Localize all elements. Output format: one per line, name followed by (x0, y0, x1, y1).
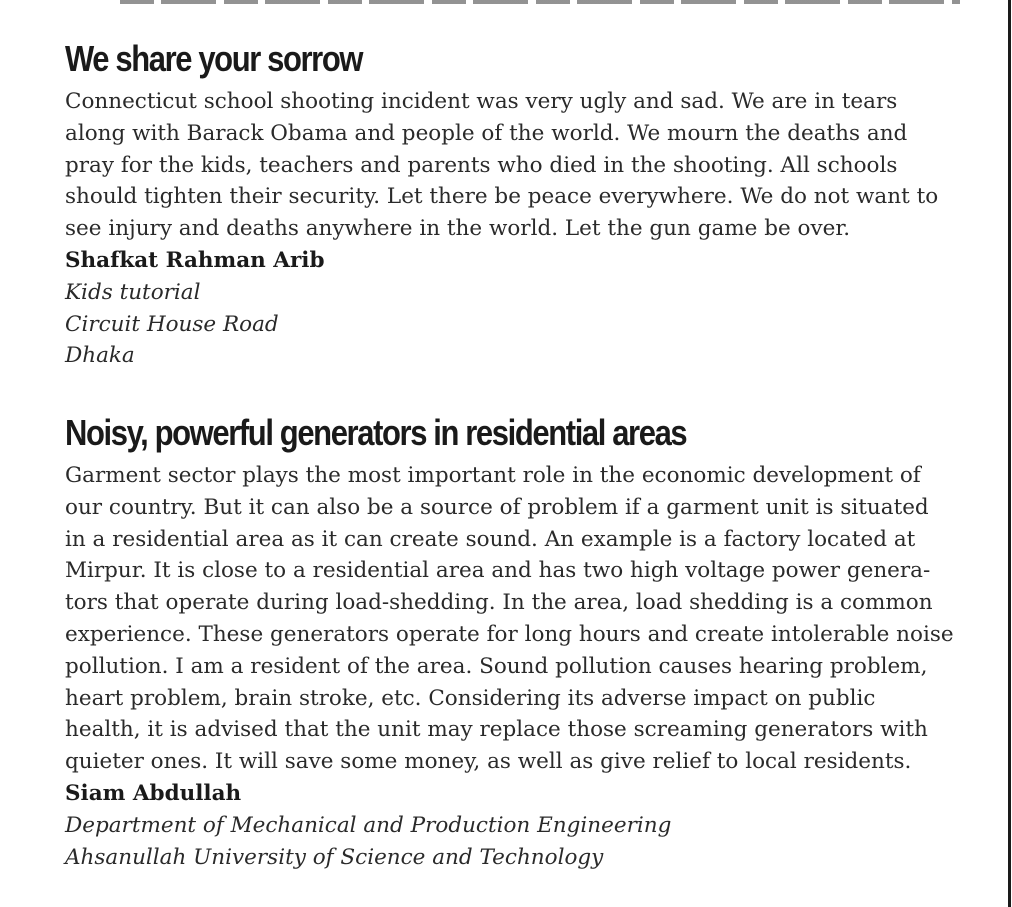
author-affiliation-line: Circuit House Road (65, 311, 279, 337)
body-line: tors that operate during load-shedding. In the area, load shedding is a common (65, 590, 933, 616)
letter-noisy-generators (65, 408, 965, 873)
letter-we-share-your-sorrow (65, 34, 965, 372)
letter-body (65, 86, 965, 245)
letter-body (65, 460, 965, 778)
body-line: our country. But it can also be a source of problem if a garment unit is situated (65, 494, 929, 520)
body-line: see injury and deaths anywhere in the world. Let the gun game be over. (65, 216, 851, 242)
body-line: pray for the kids, teachers and parents who died in the shooting. All schools (65, 152, 898, 178)
body-line: quieter ones. It will save some money, as well as give relief to local residents. (65, 749, 912, 775)
body-line: heart problem, brain stroke, etc. Considering its adverse impact on public (65, 685, 876, 711)
body-line: along with Barack Obama and people of the world. We mourn the deaths and (65, 120, 908, 146)
column-rule (1008, 0, 1011, 907)
letter-headline: Noisy, powerful generators in residential areas (65, 412, 687, 453)
body-line: should tighten their security. Let there be peace everywhere. We do not want to (65, 184, 939, 210)
author-affiliation-line: Department of Mechanical and Production Engineering (65, 812, 672, 838)
body-line: Mirpur. It is close to a residential area and has two high voltage power genera- (65, 558, 931, 584)
body-line: in a residential area as it can create sound. An example is a factory located at (65, 526, 916, 552)
author-affiliation-line: Ahsanullah University of Science and Technology (65, 844, 604, 870)
body-line: pollution. I am a resident of the area. Sound pollution causes hearing problem, (65, 653, 928, 679)
letter-author: Siam Abdullah (65, 780, 242, 806)
body-line: Connecticut school shooting incident was very ugly and sad. We are in tears (65, 89, 898, 114)
author-affiliation-line: Kids tutorial (65, 279, 201, 305)
author-affiliation-line: Dhaka (65, 343, 135, 369)
cropped-previous-text (120, 0, 960, 4)
body-line: Garment sector plays the most important role in the economic development of (65, 463, 921, 488)
letter-headline: We share your sorrow (65, 38, 363, 79)
body-line: experience. These generators operate for long hours and create intolerable noise (65, 621, 954, 647)
letter-author: Shafkat Rahman Arib (65, 247, 325, 273)
body-line: health, it is advised that the unit may replace those screaming generators with (65, 717, 928, 743)
